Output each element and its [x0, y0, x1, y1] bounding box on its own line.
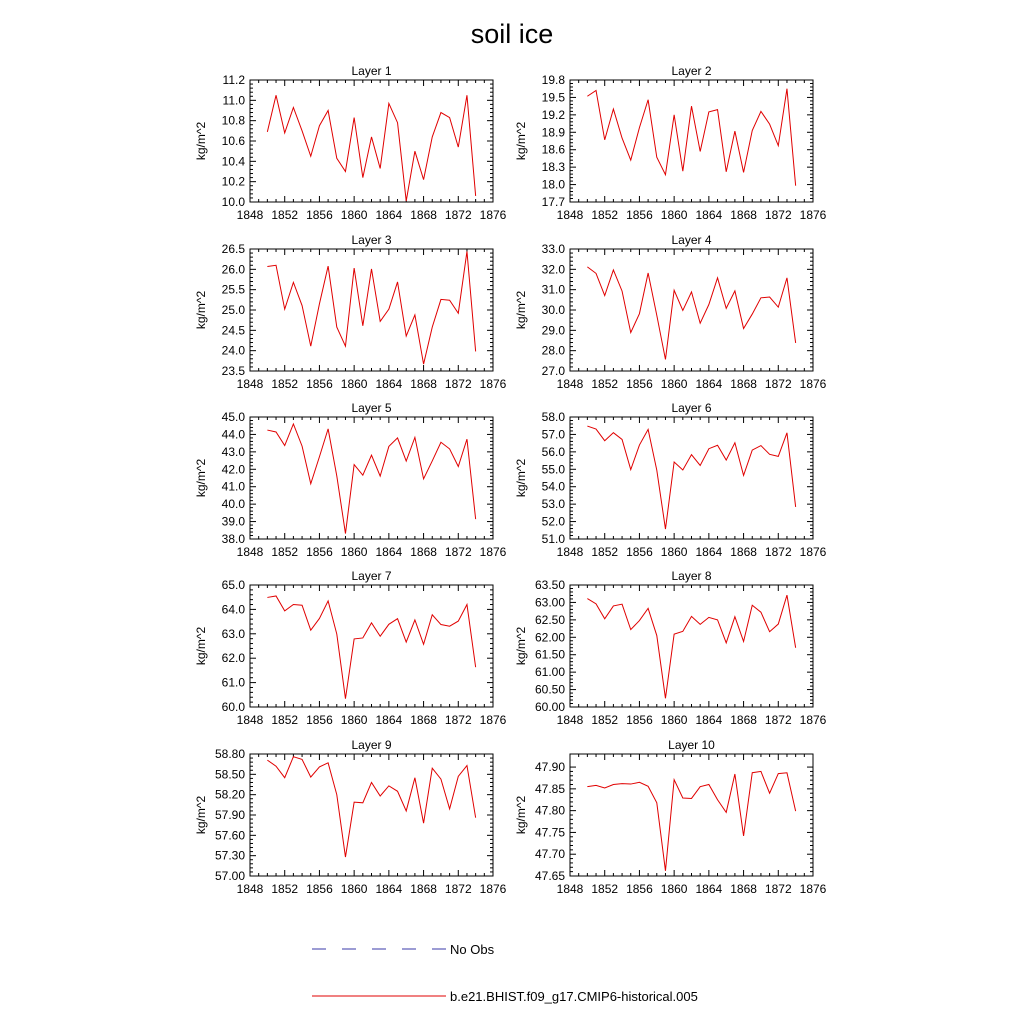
y-tick-label: 18.3 — [541, 160, 565, 175]
series-line — [587, 89, 795, 186]
y-tick-label: 26.5 — [221, 242, 245, 256]
y-tick-label: 41.0 — [221, 479, 245, 494]
x-tick-label: 1852 — [591, 882, 619, 896]
panel-1 — [194, 64, 507, 222]
legend-model-label: b.e21.BHIST.f09_g17.CMIP6-historical.005 — [450, 989, 698, 1004]
y-tick-label: 60.50 — [534, 682, 565, 697]
x-tick-label: 1852 — [271, 713, 299, 727]
x-tick-label: 1868 — [730, 208, 757, 222]
y-tick-label: 11.0 — [222, 93, 245, 108]
x-tick-label: 1852 — [271, 377, 299, 391]
x-tick-label: 1856 — [626, 713, 653, 727]
legend-obs-label: No Obs — [450, 942, 495, 957]
x-tick-label: 1872 — [764, 882, 792, 896]
panel-title: Layer 1 — [351, 64, 392, 78]
panel-7 — [194, 569, 507, 727]
x-tick-label: 1868 — [730, 713, 757, 727]
x-tick-label: 1868 — [730, 882, 757, 896]
x-tick-label: 1876 — [479, 208, 507, 222]
y-axis-label: kg/m^2 — [514, 121, 528, 161]
x-tick-label: 1876 — [799, 545, 827, 559]
series-line — [267, 95, 475, 201]
panel-title: Layer 7 — [351, 569, 392, 583]
y-tick-label: 57.00 — [214, 869, 245, 883]
x-tick-label: 1864 — [695, 208, 723, 222]
y-tick-label: 61.50 — [534, 647, 565, 662]
y-tick-label: 65.0 — [221, 578, 245, 592]
y-axis-label: kg/m^2 — [194, 795, 208, 835]
x-tick-label: 1864 — [695, 545, 723, 559]
y-tick-label: 19.5 — [541, 90, 565, 105]
y-tick-label: 18.6 — [541, 142, 565, 157]
x-tick-label: 1860 — [340, 208, 368, 222]
y-tick-label: 44.0 — [221, 427, 245, 442]
x-tick-label: 1856 — [306, 545, 333, 559]
x-tick-label: 1856 — [306, 882, 333, 896]
y-tick-label: 29.0 — [541, 323, 565, 338]
plot-frame — [250, 417, 493, 539]
x-tick-label: 1864 — [375, 713, 403, 727]
x-tick-label: 1860 — [660, 377, 688, 391]
figure-title: soil ice — [470, 19, 554, 49]
x-tick-label: 1860 — [340, 377, 368, 391]
y-tick-label: 57.90 — [214, 808, 245, 822]
y-tick-label: 10.0 — [221, 195, 245, 209]
panel-10 — [514, 738, 827, 896]
x-tick-label: 1848 — [236, 713, 264, 727]
y-tick-label: 58.80 — [214, 747, 245, 761]
y-axis-label: kg/m^2 — [514, 458, 528, 498]
y-tick-label: 63.00 — [534, 595, 565, 610]
x-tick-label: 1852 — [591, 545, 619, 559]
y-tick-label: 24.5 — [221, 323, 245, 338]
x-tick-label: 1852 — [271, 208, 299, 222]
x-tick-label: 1860 — [660, 882, 688, 896]
x-tick-label: 1872 — [444, 545, 472, 559]
panel-9 — [194, 738, 507, 896]
y-tick-label: 62.00 — [534, 630, 565, 645]
x-tick-label: 1864 — [375, 208, 403, 222]
x-tick-label: 1876 — [479, 545, 507, 559]
y-tick-label: 32.0 — [541, 262, 565, 277]
x-tick-label: 1860 — [340, 545, 368, 559]
plot-frame — [570, 754, 813, 876]
x-tick-label: 1872 — [764, 545, 792, 559]
y-axis-label: kg/m^2 — [514, 795, 528, 835]
x-tick-label: 1868 — [410, 208, 437, 222]
x-tick-label: 1876 — [799, 713, 827, 727]
x-tick-label: 1856 — [626, 545, 653, 559]
series-line — [267, 596, 475, 699]
y-tick-label: 58.20 — [214, 787, 245, 802]
x-tick-label: 1848 — [556, 545, 584, 559]
x-tick-label: 1856 — [306, 377, 333, 391]
y-tick-label: 10.8 — [221, 113, 245, 128]
x-tick-label: 1868 — [410, 713, 437, 727]
y-tick-label: 10.6 — [221, 134, 245, 148]
x-tick-label: 1864 — [695, 377, 723, 391]
x-tick-label: 1864 — [695, 713, 723, 727]
plot-frame — [570, 585, 813, 707]
x-tick-label: 1852 — [591, 713, 619, 727]
series-line — [587, 267, 795, 360]
y-tick-label: 62.0 — [221, 651, 245, 666]
x-tick-label: 1868 — [410, 545, 437, 559]
y-tick-label: 10.2 — [221, 174, 245, 189]
panel-title: Layer 10 — [668, 738, 715, 752]
y-tick-label: 31.0 — [541, 282, 565, 297]
x-tick-label: 1848 — [236, 377, 264, 391]
x-tick-label: 1856 — [626, 882, 653, 896]
y-tick-label: 10.4 — [221, 154, 245, 169]
x-tick-label: 1872 — [764, 713, 792, 727]
legend — [312, 942, 698, 1004]
panel-title: Layer 9 — [351, 738, 392, 752]
x-tick-label: 1856 — [306, 713, 333, 727]
x-tick-label: 1876 — [799, 208, 827, 222]
y-tick-label: 54.0 — [541, 479, 565, 494]
x-tick-label: 1860 — [340, 713, 368, 727]
y-tick-label: 43.0 — [221, 444, 245, 459]
y-tick-label: 57.0 — [541, 427, 565, 442]
y-tick-label: 27.0 — [541, 364, 565, 378]
y-tick-label: 63.50 — [534, 578, 565, 592]
x-tick-label: 1852 — [591, 377, 619, 391]
panel-title: Layer 2 — [671, 64, 712, 78]
x-tick-label: 1872 — [764, 377, 792, 391]
x-tick-label: 1872 — [444, 377, 472, 391]
x-tick-label: 1856 — [626, 208, 653, 222]
y-tick-label: 58.50 — [214, 767, 245, 782]
x-tick-label: 1848 — [556, 882, 584, 896]
x-tick-label: 1852 — [271, 545, 299, 559]
y-tick-label: 18.9 — [541, 125, 565, 140]
y-tick-label: 60.0 — [221, 700, 245, 714]
y-tick-label: 55.0 — [541, 462, 565, 477]
series-line — [587, 595, 795, 698]
y-tick-label: 17.7 — [541, 195, 565, 209]
x-tick-label: 1860 — [660, 545, 688, 559]
y-axis-label: kg/m^2 — [194, 626, 208, 666]
series-line — [267, 424, 475, 534]
y-tick-label: 47.85 — [534, 781, 565, 796]
panel-4 — [514, 233, 827, 391]
y-tick-label: 61.0 — [221, 675, 245, 690]
y-tick-label: 42.0 — [221, 462, 245, 477]
y-tick-label: 28.0 — [541, 343, 565, 358]
y-tick-label: 47.75 — [534, 825, 565, 840]
plot-frame — [250, 585, 493, 707]
y-tick-label: 39.0 — [221, 514, 245, 529]
x-tick-label: 1876 — [799, 377, 827, 391]
y-tick-label: 47.70 — [534, 847, 565, 862]
y-tick-label: 47.90 — [534, 760, 565, 775]
x-tick-label: 1848 — [236, 208, 264, 222]
x-tick-label: 1860 — [660, 713, 688, 727]
x-tick-label: 1856 — [626, 377, 653, 391]
y-tick-label: 47.65 — [534, 869, 565, 883]
x-tick-label: 1856 — [306, 208, 333, 222]
x-tick-label: 1852 — [271, 882, 299, 896]
y-tick-label: 24.0 — [221, 343, 245, 358]
y-tick-label: 19.8 — [541, 73, 565, 87]
y-tick-label: 45.0 — [221, 410, 245, 424]
y-tick-label: 57.60 — [214, 828, 245, 843]
y-tick-label: 63.0 — [221, 626, 245, 641]
x-tick-label: 1876 — [479, 377, 507, 391]
y-tick-label: 57.30 — [214, 848, 245, 863]
y-tick-label: 51.0 — [541, 532, 565, 546]
panel-6 — [514, 401, 827, 559]
y-axis-label: kg/m^2 — [194, 458, 208, 498]
y-tick-label: 64.0 — [221, 602, 245, 617]
series-line — [267, 757, 475, 857]
x-tick-label: 1868 — [730, 545, 757, 559]
x-tick-label: 1860 — [660, 208, 688, 222]
panel-3 — [194, 233, 507, 391]
x-tick-label: 1848 — [556, 377, 584, 391]
x-tick-label: 1848 — [236, 882, 264, 896]
series-line — [587, 426, 795, 529]
x-tick-label: 1876 — [799, 882, 827, 896]
x-tick-label: 1864 — [695, 882, 723, 896]
y-tick-label: 38.0 — [221, 532, 245, 546]
y-tick-label: 23.5 — [221, 364, 245, 378]
x-tick-label: 1864 — [375, 377, 403, 391]
x-tick-label: 1872 — [444, 208, 472, 222]
panel-title: Layer 5 — [351, 401, 392, 415]
series-line — [267, 251, 475, 364]
x-tick-label: 1860 — [340, 882, 368, 896]
y-axis-label: kg/m^2 — [514, 626, 528, 666]
x-tick-label: 1848 — [236, 545, 264, 559]
panel-title: Layer 8 — [671, 569, 712, 583]
panel-8 — [514, 569, 827, 727]
panel-5 — [194, 401, 507, 559]
y-tick-label: 58.0 — [541, 410, 565, 424]
panel-2 — [514, 64, 827, 222]
y-tick-label: 60.00 — [534, 700, 565, 714]
panel-title: Layer 4 — [671, 233, 712, 247]
x-tick-label: 1872 — [444, 713, 472, 727]
y-tick-label: 52.0 — [541, 514, 565, 529]
panel-title: Layer 6 — [671, 401, 712, 415]
x-tick-label: 1848 — [556, 713, 584, 727]
y-tick-label: 25.0 — [221, 303, 245, 317]
plot-frame — [570, 249, 813, 371]
x-tick-label: 1868 — [730, 377, 757, 391]
y-tick-label: 25.5 — [221, 282, 245, 297]
y-tick-label: 11.2 — [222, 73, 245, 87]
x-tick-label: 1876 — [479, 882, 507, 896]
x-tick-label: 1872 — [444, 882, 472, 896]
y-tick-label: 33.0 — [541, 242, 565, 256]
y-tick-label: 18.0 — [541, 177, 565, 192]
x-tick-label: 1876 — [479, 713, 507, 727]
series-line — [587, 771, 795, 870]
y-tick-label: 53.0 — [541, 497, 565, 512]
x-tick-label: 1864 — [375, 545, 403, 559]
y-tick-label: 30.0 — [541, 303, 565, 317]
y-tick-label: 26.0 — [221, 262, 245, 277]
y-axis-label: kg/m^2 — [194, 290, 208, 330]
y-tick-label: 47.80 — [534, 803, 565, 818]
y-tick-label: 61.00 — [534, 665, 565, 680]
y-tick-label: 62.50 — [534, 612, 565, 627]
x-tick-label: 1852 — [591, 208, 619, 222]
x-tick-label: 1848 — [556, 208, 584, 222]
panel-title: Layer 3 — [351, 233, 392, 247]
y-tick-label: 19.2 — [541, 107, 565, 122]
x-tick-label: 1872 — [764, 208, 792, 222]
x-tick-label: 1868 — [410, 377, 437, 391]
y-axis-label: kg/m^2 — [514, 290, 528, 330]
plot-frame — [570, 417, 813, 539]
y-axis-label: kg/m^2 — [194, 121, 208, 161]
x-tick-label: 1864 — [375, 882, 403, 896]
panels — [194, 64, 827, 896]
y-tick-label: 56.0 — [541, 444, 565, 459]
x-tick-label: 1868 — [410, 882, 437, 896]
y-tick-label: 40.0 — [221, 497, 245, 512]
